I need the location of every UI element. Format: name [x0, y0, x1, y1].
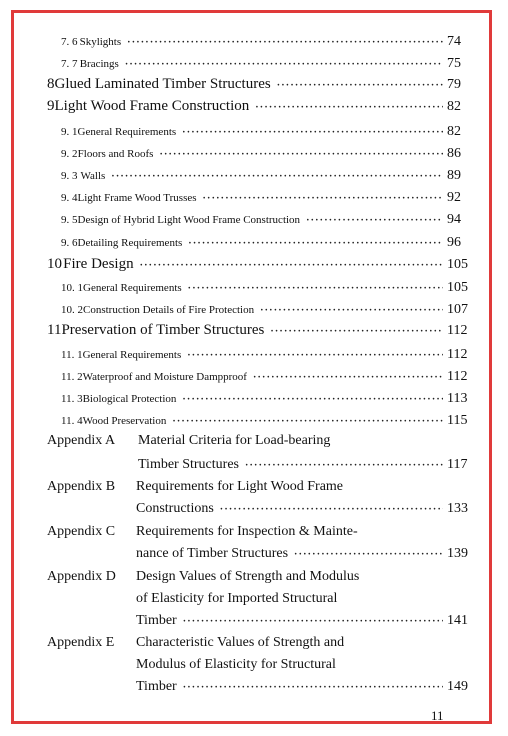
appendix-label: Appendix D — [47, 569, 116, 584]
appendix-label: Appendix C — [47, 524, 116, 539]
toc-entry-title: Waterproof and Moisture Dampproof — [82, 371, 247, 383]
toc-entry-title: Light Wood Frame Construction — [54, 98, 250, 114]
toc-entry-page: 92 — [447, 190, 461, 205]
appendix-label: Appendix B — [47, 479, 116, 494]
toc-entry-page: 105 — [447, 257, 468, 272]
toc-leader-dots — [183, 616, 443, 627]
toc-entry-title: Glued Laminated Timber Structures — [54, 76, 271, 92]
toc-entry-page: 139 — [447, 546, 468, 561]
toc-entry-title: Biological Protection — [82, 393, 177, 405]
toc-entry-number: 11. 4 — [61, 415, 83, 427]
appendix-title-line: Timber — [136, 679, 177, 694]
toc-entry-title: Light Frame Wood Trusses — [77, 192, 197, 204]
toc-entry-number: 7. 7 — [61, 58, 78, 70]
toc-leader-dots — [183, 682, 443, 693]
toc-entry-title: Skylights — [79, 36, 122, 48]
appendix-entry-last-line[interactable] — [136, 501, 468, 517]
toc-leader-dots — [255, 102, 443, 113]
toc-entry-page: 112 — [447, 347, 468, 362]
toc-entry[interactable] — [61, 168, 461, 184]
appendix-entry-last-line[interactable] — [138, 457, 468, 473]
toc-leader-dots — [127, 37, 443, 48]
appendix-title-line: Requirements for Inspection & Mainte- — [136, 524, 358, 539]
page-number: 11 — [431, 708, 444, 723]
toc-entry-number: 11. 2 — [61, 371, 83, 383]
toc-entry-number: 10. 2 — [61, 304, 83, 316]
appendix-label: Appendix E — [47, 635, 115, 650]
toc-entry[interactable] — [61, 391, 468, 407]
toc-entry-page: 113 — [447, 391, 468, 406]
toc-leader-dots — [260, 305, 443, 316]
appendix-entry-last-line[interactable] — [136, 613, 468, 629]
toc-leader-dots — [172, 416, 443, 427]
toc-leader-dots — [182, 394, 443, 405]
toc-leader-dots — [277, 80, 443, 91]
appendix-title-line: Timber — [136, 613, 177, 628]
appendix-title-line: Requirements for Light Wood Frame — [136, 479, 344, 494]
toc-leader-dots — [188, 283, 443, 294]
toc-entry-title: Fire Design — [63, 256, 134, 272]
toc-leader-dots — [182, 127, 443, 138]
toc-leader-dots — [187, 350, 443, 361]
toc-entry-page: 96 — [447, 235, 461, 250]
toc-entry-page: 112 — [447, 369, 468, 384]
toc-entry-number: 8 — [47, 76, 55, 92]
toc-entry-page: 149 — [447, 679, 468, 694]
appendix-label: Appendix A — [47, 433, 116, 448]
toc-entry-title: General Requirements — [77, 126, 177, 138]
toc-entry-page: 112 — [447, 323, 468, 338]
toc-leader-dots — [253, 372, 443, 383]
toc-entry-title: Design of Hybrid Light Wood Frame Construction — [77, 214, 301, 226]
toc-chapter[interactable] — [47, 76, 461, 93]
toc-entry-number: 9. 4 — [61, 192, 78, 204]
toc-entry-number: 10. 1 — [61, 282, 83, 294]
toc-leader-dots — [220, 504, 443, 515]
toc-entry-number: 9. 6 — [61, 237, 78, 249]
toc-leader-dots — [125, 59, 443, 70]
toc-chapter[interactable] — [47, 256, 468, 273]
appendix-title-line: Characteristic Values of Strength and — [136, 635, 345, 650]
toc-entry[interactable] — [61, 124, 461, 140]
toc-entry-title: Bracings — [79, 58, 119, 70]
toc-entry[interactable] — [61, 347, 468, 363]
appendix-entry-last-line[interactable] — [136, 546, 468, 562]
toc-entry[interactable] — [61, 235, 461, 251]
toc-entry[interactable] — [61, 146, 461, 162]
toc-entry-title: Preservation of Timber Structures — [61, 322, 265, 338]
toc-entry-page: 133 — [447, 501, 468, 516]
toc-entry[interactable] — [61, 280, 468, 296]
toc-entry-page: 89 — [447, 168, 461, 183]
appendix-title-line: Constructions — [136, 501, 214, 516]
toc-leader-dots — [294, 549, 443, 560]
toc-entry[interactable] — [61, 302, 468, 318]
toc-entry-title: Wood Preservation — [82, 415, 167, 427]
toc-entry-page: 141 — [447, 613, 468, 628]
toc-entry-page: 117 — [447, 457, 468, 472]
toc-entry-number: 11 — [47, 322, 62, 338]
toc-leader-dots — [245, 460, 443, 471]
toc-entry-page: 75 — [447, 56, 461, 71]
toc-entry-title: Floors and Roofs — [77, 148, 154, 160]
appendix-entry-last-line[interactable] — [136, 679, 468, 695]
toc-leader-dots — [111, 171, 443, 182]
toc-entry-page: 107 — [447, 302, 468, 317]
toc-entry-page: 74 — [447, 34, 461, 49]
toc-entry-number: 9 — [47, 98, 55, 114]
toc-entry-page: 82 — [447, 99, 461, 114]
toc-entry-title: General Requirements — [83, 282, 182, 294]
toc-entry-title: Construction Details of Fire Protection — [83, 304, 255, 316]
toc-leader-dots — [203, 193, 443, 204]
toc-leader-dots — [270, 326, 443, 337]
toc-entry[interactable] — [61, 413, 468, 429]
toc-entry[interactable] — [61, 190, 461, 206]
toc-entry-number: 9. 3 — [61, 170, 78, 182]
appendix-title-line: Timber Structures — [138, 457, 239, 472]
toc-entry[interactable] — [61, 212, 461, 228]
toc-entry-number: 11. 3 — [61, 393, 83, 405]
appendix-title-line: Material Criteria for Load-bearing — [138, 433, 331, 448]
toc-entry-number: 9. 1 — [61, 126, 78, 138]
appendix-title-line: of Elasticity for Imported Structural — [136, 591, 338, 606]
toc-entry-page: 105 — [447, 280, 468, 295]
toc-chapter[interactable] — [47, 98, 461, 115]
toc-leader-dots — [306, 215, 443, 226]
toc-entry-number: 7. 6 — [61, 36, 78, 48]
appendix-title-line: Modulus of Elasticity for Structural — [136, 657, 336, 672]
toc-chapter[interactable] — [47, 322, 468, 339]
appendix-title-line: nance of Timber Structures — [136, 546, 289, 561]
toc-entry-page: 115 — [447, 413, 468, 428]
toc-entry-number: 9. 5 — [61, 214, 78, 226]
toc-entry-page: 86 — [447, 146, 461, 161]
toc-entry-title: General Requirements — [82, 349, 182, 361]
appendix-title-line: Design Values of Strength and Modulus — [136, 569, 360, 584]
toc-entry-page: 79 — [447, 77, 461, 92]
toc-entry-number: 10 — [47, 256, 62, 272]
toc-leader-dots — [140, 260, 443, 271]
toc-entry-number: 9. 2 — [61, 148, 78, 160]
toc-entry-title: Detailing Requirements — [77, 237, 183, 249]
toc-leader-dots — [159, 149, 443, 160]
toc-entry-title: Walls — [80, 170, 106, 182]
toc-leader-dots — [188, 238, 443, 249]
toc-entry[interactable] — [61, 56, 461, 72]
toc-entry[interactable] — [61, 369, 468, 385]
toc-entry-page: 82 — [447, 124, 461, 139]
toc-entry-page: 94 — [447, 212, 461, 227]
toc-entry[interactable] — [61, 34, 461, 50]
toc-entry-number: 11. 1 — [61, 349, 83, 361]
